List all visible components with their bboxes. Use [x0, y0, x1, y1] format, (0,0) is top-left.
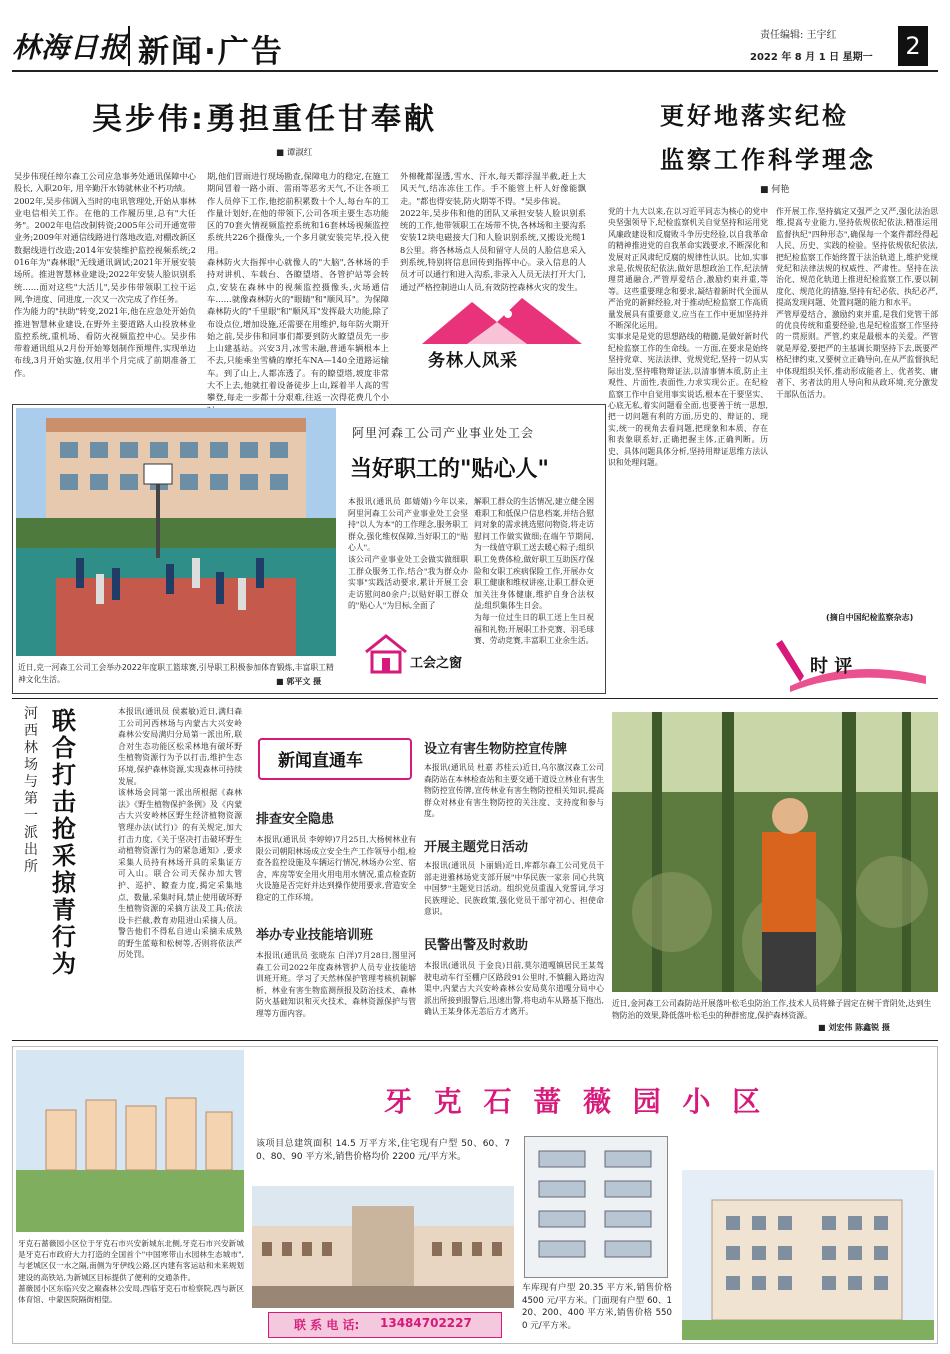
joint-col1: 本报讯(通讯员 侯素敏)近日,满归森工公司河西林场与内蒙古大兴安岭森林公安局满归分局第一派出所,联合对生态功能区松采林地有破坏野生植物资源行为予以打击,维护生态环境,保护森林资源,实现森林可持续发展。 该林场会同第一派出所根据《森林法》《野生植物保护条例》及《内蒙古大兴安岭林区野生经济植物资源管理办法(试行)》的有关规定,加大打击力度,《关于坚决打击破坏野生动植物资源行为的紧急通知》,要求采集人员持有林场开具的采集证方可入山。联合公司天保办加大管护、巡护、瞭查力度,揭定采集地点、数量,采集时间,禁止使用破坏野生植物资源的采摘方法及工具;依法设卡拦截,教育劝阻进山采摘人员。警告他们不得私自进山采摘未成熟的野生蓝莓和松树等,否则将依法严厉处罚。: [118, 707, 242, 960]
tower-render-icon: [682, 1170, 934, 1340]
union-kicker: 阿里河森工公司产业事业处工会: [352, 426, 535, 440]
mountain-icon: [412, 292, 592, 352]
commentary-label: 时 评: [810, 656, 853, 677]
forest-people-label: 务林人风采: [428, 351, 518, 371]
ad-site-plan: [524, 1136, 668, 1278]
express-s1-body: 本报讯(通讯员 李婷婷)7月25日,大杨树林业有限公司朝阳林场成立安全生产工作领导小组,检查各监控设施及车辆运行情况,林场办公室、宿舍、库房等安全用火用电用水情况,重点检查防火设施是否完好并达到操作使用要求,营造安全稳定的工作环境。: [256, 835, 416, 902]
ad-building-render: [252, 1186, 514, 1308]
union-window-badge: [362, 630, 470, 680]
express-s1-title: 排查安全隐患: [256, 812, 335, 827]
union-title: 当好职工的"贴心人": [350, 457, 549, 482]
paper-name: 林海日报: [12, 31, 129, 64]
joint-title: 联合打击抢采掠青行为: [52, 707, 76, 978]
ad-title: 牙 克 石 蔷 薇 园 小 区: [384, 1085, 767, 1118]
commentary-banner: [770, 636, 930, 696]
article-main-col1: 吴步伟现任绰尔森工公司应急事务处通讯保障中心股长, 入职20年, 用辛勤汗水铸就林业不朽功绩。 2002年,吴步伟调入当时的电讯管理处,开始从事林业电信相关工作。在他的工作履历里,总有"大任务"。2002年电信改制转资;2005年公司开通宽带业务;2009年对通信线路进行落地改造,对棚改新区数据线进行改造;2014年安装维护监控视频系统;2016年为"森林眼"无线通讯调试;2021年开展安装场所。推进智慧林业建设;2022年安装人脸识别系统……面对这些"大活儿",吴步伟带领职工拉干运网,争进度、同进度,一次又一次完成了作任务。 作为能力的"扶助"转变,2021年,他在应急处开始负推进智慧林业建设,在野外主要道路人山投放林业监控系统,重机场、看防火视频监控中心。吴步伟带着通讯组从2月份开始筹划制作预埋件,实现单边布线,3月开始实施,仅用半个月完成了前期准备工作。: [14, 171, 196, 378]
news-express-label: 新闻直通车: [278, 751, 363, 771]
express-s2-body: 本报讯(通讯员 张晓东 白洋)7月28日,图里河森工公司2022年度森林管护人员专业技能培训班开班。学习了天然林保护管理考核机制解析、林业有害生物监测预报及防治技术、森林防火基础知识和灭火技术、森林资源保护与管理等方面内容。: [256, 951, 416, 1018]
forest-photo: [612, 712, 938, 992]
ad-tower-render: [682, 1170, 934, 1340]
article-right-byline: ■ 何艳: [760, 185, 790, 195]
ad-contact-label: 联 系 电 话:: [294, 1318, 360, 1332]
express-s4-body: 本报讯(通讯员 卜丽娟)近日,库都尔森工公司党员干部走进雅林场党支部开展"中华民族一家亲 同心共筑中国梦"主题党日活动。组织党员重温入党誓词,学习民族理论、民族政策,强化党员干部守初心、担使命意识。: [424, 861, 604, 917]
union-photo-caption: 近日,克一河森工公司工会举办2022年度职工篮球赛,引导职工积极参加体育锻炼,丰富职工精神文化生活。: [18, 663, 334, 684]
union-col1: 本报讯(通讯员 郎婧婧)今年以来,阿里河森工公司产业事业处工会坚持"以人为本"的工作理念,服务职工群众,强化维权保障,当好职工的"贴心人"。 该公司产业事业处工会做实做细职工群众服务工作,结合"我为群众办实事"实践活动要求,累计开展工会走访慰问80余户;以贴好职工群众的"贴心人"为目标,全面了: [348, 497, 468, 611]
union-photo-credit: ■ 郭平文 摄: [276, 677, 322, 686]
forest-photo-credit: ■ 刘宏伟 陈鑫锐 摄: [818, 1023, 890, 1032]
article-right-title-2: 监察工作科学理念: [660, 146, 876, 174]
article-main-col2: 期,他们冒雨进行现场勘查,保障电力的稳定,在施工期间冒着一路小雨、雷雨等恶劣天气,不让各项工作人员停下工作,他挖前积累数十个人,每台车的工作量计划好,在他的带领下,公司各项主要生态功能区的70套火情视频监控系统和16套林场视频监控系统共226个摄像头,一个多月就安装完毕,投入使用。 森林防火大指挥中心就像人的"大脑",各林场的手持对讲机、车载台、各瞭望塔、各管护站等会转点,安装在森林中的视频监控摄像头,火场通信车……就像森林防火的"眼睛"和"顺风耳"。为保障森林防火的"千里眼"和"顺风耳"发挥最大功能,除了布设点位,增加设施,还需要在用维护,每年防火期开始之前,吴步伟和同事们都要到防火瞭望员先一步上山建基站。兴安3月,冰雪未融,普通车辆根本上不去,只能乘坐雪橇的摩托车NA—140全道路运输车。到了山上,人都冻透了。有的瞭望塔,坡度非常大不上去,他就扛着设备徒步上山,踩着半人高的雪攀登,每走一步都十分艰难,往返一次得花费几个小: [207, 171, 389, 403]
joint-subtitle: 河西林场与第一派出所: [24, 706, 38, 875]
express-s2-title: 举办专业技能培训班: [256, 928, 374, 943]
editor-line: 责任编辑: 王宇红: [760, 30, 837, 41]
forest-people-banner: [412, 292, 592, 378]
article-right-col2: 作开展工作,坚持搞定又强严之又严,强化法治思维,提高专业能力,坚持依规依纪依法,精准运用监督执纪"四种形态",确保每一个案件都经得起人民、历史、实践的检验。坚持依规依纪依法,把纪检监察工作始终置于法治轨道上,维护党规党纪和法律法规的权威性、严肃性。坚持在法治化、规范化轨道上推进纪检监察工作,要以制度化、规范化的措施,坚持有纪必依、执纪必严,提高发现问题、处置问题的能力和水平。 严管厚爱结合、激励约束并重,是我们党管干部的优良传统和重要经验,也是纪检监察工作坚持的一贯原则。严管,约束是最根本的关爱。严管就是厚爱,要把严的主基调长期坚持下去,既要严格纪律约束,又要树立正确导向,在从严监督执纪中体现组织关怀,推动形成能者上、优者奖、庸者下、劣者汰的用人导向和从政环境,充分激发干部队伍活力。: [776, 207, 938, 399]
site-plan-icon: [525, 1137, 667, 1277]
ad-aerial-photo: [16, 1050, 244, 1232]
section-title: 新闻·广告: [138, 34, 284, 70]
article-right-col1: 党的十九大以来,在以习近平同志为核心的党中央坚强领导下,纪检监察机关自觉坚持和运用党风廉政建设和反腐败斗争历史经验,以自我革命的精神推进党的自我革命实践要求,不断深化和发展对正风肃纪反腐的规律性认识。比如,实事求是,依规依纪依法,做好思想政治工作,纪法情理贯通融合,严管厚爱结合,激励约束并重,等等。这些重要理念和要求,凝结着新时代全面从严治党的新鲜经验,对于推动纪检监察工作高质量发展具有重要意义,应当在工作中更加坚持并不断深化运用。 实事求是是党的思想路线的精髓,是做好新时代纪检监察工作的生命线。一方面,在要求是始终坚持党章、宪法法律、党规党纪,坚持一切从实际出发,坚持唯物辩证法,以清事情本质,防止主观性、片面性,表面性,力求实现公正。在纪检监察工作中自觉用事实说话,根本在于要坚实、心底无私,着实问题看全面,也要善于统一思想,把一切问题有利的方面,历史的、辩证的、现实,统一的视角去看问题,把现象和本质、存在和表象联系好,正确把握主体,正确判断。历史、具体问题具体分析,坚持用辩证思维方法认识和处理问题。: [608, 207, 768, 467]
article-right-title-1: 更好地落实纪检: [660, 102, 849, 130]
section-rule-1: [12, 698, 938, 699]
article-main-title: 吴步伟:勇担重任甘奉献: [92, 102, 437, 137]
ad-contact-phone: 13484702227: [380, 1316, 472, 1330]
basketball-scene-icon: [16, 408, 336, 656]
section-rule-2: [12, 1040, 938, 1041]
aerial-complex-icon: [16, 1050, 244, 1232]
forest-photo-caption: 近日,金河森工公司森防站开展落叶松毛虫防治工作,技术人员将蜂子固定在树干背阴处,达到生物防治的效果,降低落叶松毛虫的种群密度,保护森林资源。: [612, 999, 932, 1020]
union-col2: 解职工群众的生活情况,建立健全困难职工和低保户信息档案,并结合慰问对象的需求挑选慰问物资,将走访慰问工作做实做细;在端午节期间,为一线值守职工送去暖心粽子;组织职工免费体检,做好职工互助医疗保险和女职工疾病保险工作,开展办女职工健康和维权讲座,让职工群众更加关注身体健康,维护自身合法权益;组织集体生日会。 为每一位过生日的职工送上生日祝福和礼物;开展职工扑克赛、羽毛球赛、劳动竞赛,丰富职工业余生活。: [474, 497, 594, 646]
article-main-byline: ■ 谭淑红: [276, 148, 313, 158]
masthead-rule: [12, 70, 938, 72]
basketball-photo: [16, 408, 336, 656]
house-icon: [362, 632, 410, 676]
forest-scene-icon: [612, 712, 938, 992]
express-s3-body: 本报讯(通讯员 杜嘉 苏桂云)近日,乌尔旗汉森工公司森防站在本林检查站和主要交通干道设立林业有害生物防控宣传牌,宣传林业有害生物防控相关知识,提高群众对林业有害生物防控的关注度、支持度和参与度。: [424, 763, 604, 819]
ad-garage-info: 车库现有户型 20.35 平方米,销售价格 4500 元/平方米。门面现有户型 60、120、200、400 平方米,销售价格 5500 元/平方米。: [522, 1283, 675, 1331]
express-s5-body: 本报讯(通讯员 于金良)日前,莫尔道嘎镇居民王某驾驶电动车行至棚户区路段91公里时,不慎翻入路边沟渠中,内蒙古大兴安岭森林公安局莫尔道嘎分局中心派出所接到报警后,迅速出警,将电动车从路基下拖出,确认王某身体无恙后方才离开。: [424, 961, 604, 1017]
ad-description: 牙克石蔷薇园小区位于牙克石市兴安新城东北侧,牙克石市兴安新城是牙克石市政府大力打造的全国首个"中国寒带山水园林生态城市",与老城区仅一水之隔,南侧为牙伊线公路,区内建有客运站和未来规划建设的高铁站,为新城区目标提供了便利的交通条件。 蔷薇园小区东临兴安之巅森林公安局,西临牙克石市检察院,西与新区体育馆、中蒙医院隔街相望。: [18, 1239, 244, 1305]
article-main-col3: 外棉靴都湿透,雪水、汗水,每天都浮湿半截,赶上大风天气,结冻冻住工作。手不能管上杆人好像能飘走。"都也得安装,防火期等不得。"吴步伟说。 2022年,吴步伟和他的团队又承担安装人脸识别系统的工作,他带领职工在场带不快,各林场和主要沟系安装12块电磁接大门和人脸识别系统,又搬设光缆18公里。将各林场点人员和留守人员的人脸信息采入到系统,特别将信息回传到指挥中心。录入信息的人员才可以通行和进入沟系,非录入人员无法打开大门,通过严格控制进山人员,有效防控森林火灾的发生。: [400, 171, 586, 292]
ad-intro: 该项目总建筑面积 14.5 万平方米,住宅现有户型 50、60、70、80、90 平方米,销售价格均价 2200 元/平方米。: [256, 1139, 510, 1162]
issue-date: 2022 年 8 月 1 日 星期一: [750, 52, 873, 63]
express-s4-title: 开展主题党日活动: [424, 840, 529, 855]
article-right-source: (摘自中国纪检监察杂志): [826, 613, 914, 622]
page-number: 2: [898, 26, 928, 66]
building-render-icon: [252, 1186, 514, 1308]
express-s5-title: 民警出警及时救助: [424, 938, 529, 953]
express-s3-title: 设立有害生物防控宣传牌: [424, 742, 568, 757]
masthead-divider: [128, 26, 130, 66]
news-express-badge: [258, 738, 408, 778]
union-window-label: 工会之窗: [410, 656, 463, 671]
